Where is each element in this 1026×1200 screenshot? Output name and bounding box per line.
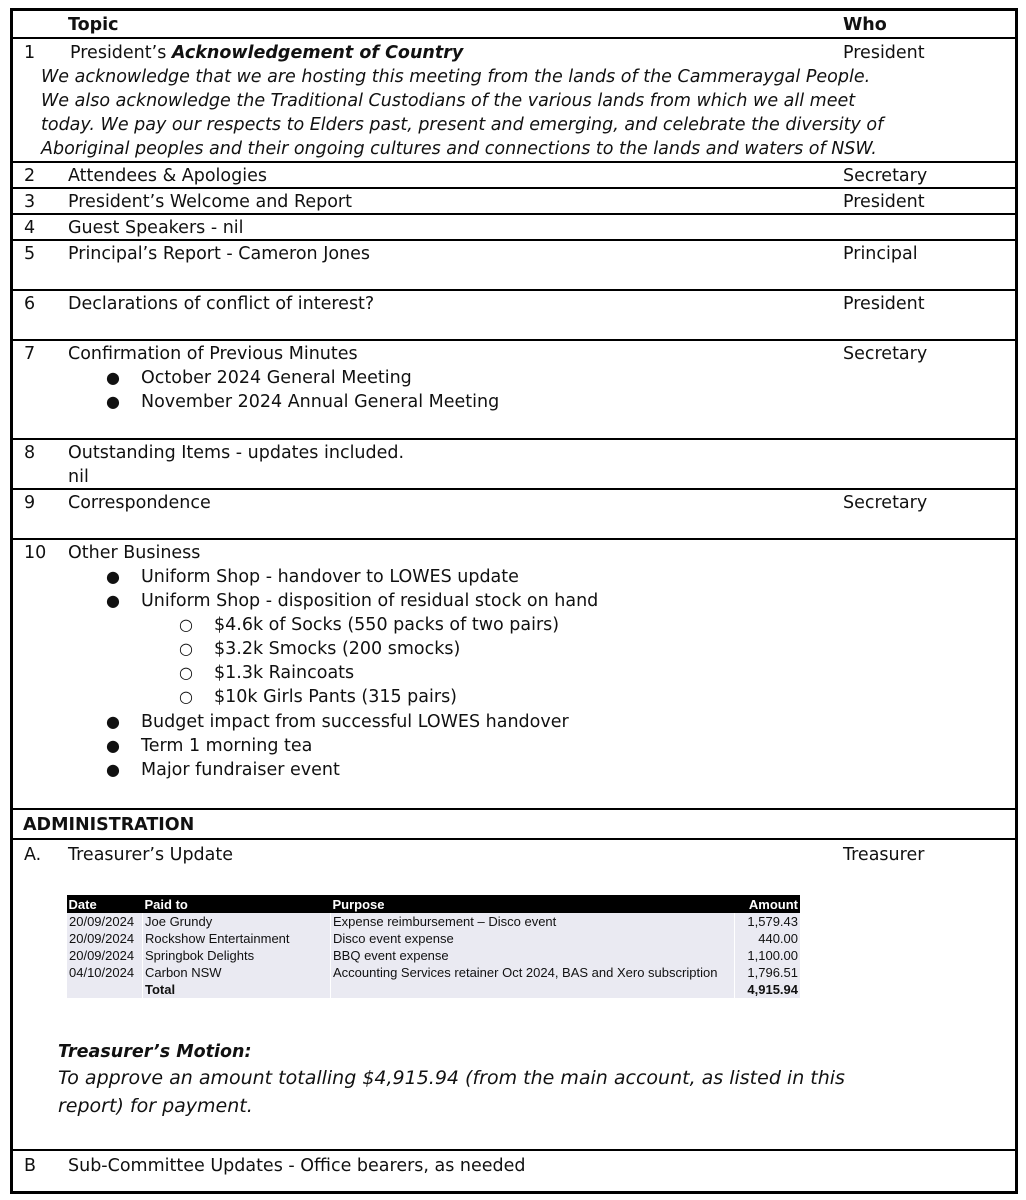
item-topic: Principal’s Report - Cameron Jones <box>68 244 371 264</box>
administration-row <box>13 808 1015 838</box>
item-number: 5 <box>24 244 36 264</box>
cell-purpose: Expense reimbursement – Disco event <box>331 913 735 930</box>
title-emphasis: Acknowledgement of Country <box>171 43 464 63</box>
cell-date: 20/09/2024 <box>67 913 143 930</box>
agenda-table <box>10 8 1018 1194</box>
item-who: President <box>843 192 925 212</box>
item-topic: Correspondence <box>68 493 211 513</box>
item-number: 2 <box>24 166 36 186</box>
cell-amount: 1,100.00 <box>735 947 801 964</box>
cell-amount: 1,796.51 <box>735 964 801 981</box>
item-number: B <box>24 1156 37 1176</box>
cell-paid-to: Joe Grundy <box>143 913 331 930</box>
column-header: Amount <box>735 895 801 913</box>
circle-bullet-icon: ○ <box>179 639 193 658</box>
item-topic: Confirmation of Previous Minutes <box>68 344 358 364</box>
sub-bullet-item: $1.3k Raincoats <box>214 663 355 683</box>
cell-date: 20/09/2024 <box>67 947 143 964</box>
bullet-icon: ● <box>106 392 120 411</box>
cell-purpose: Disco event expense <box>331 930 735 947</box>
cell-paid-to: Springbok Delights <box>143 947 331 964</box>
payments-table-wrapper <box>66 895 800 995</box>
circle-bullet-icon: ○ <box>179 687 193 706</box>
table-row <box>67 930 801 947</box>
agenda-item-8 <box>13 438 1015 488</box>
topic-header: Topic <box>68 15 119 35</box>
agenda-item-7 <box>13 339 1015 438</box>
cell-date: 04/10/2024 <box>67 964 143 981</box>
item-who: Secretary <box>843 344 928 364</box>
item-topic: Attendees & Apologies <box>68 166 267 186</box>
item-who: Secretary <box>843 493 928 513</box>
item-topic: Treasurer’s Update <box>68 845 234 865</box>
motion-text-line: report) for payment. <box>58 1095 253 1117</box>
total-value: 4,915.94 <box>735 981 801 998</box>
who-header: Who <box>843 15 887 35</box>
item-who: Secretary <box>843 166 928 186</box>
acknowledgement-line: We also acknowledge the Traditional Custodians of the various lands from which we all meet <box>41 91 856 111</box>
agenda-item-2 <box>13 161 1015 187</box>
sub-bullet-item: $3.2k Smocks (200 smocks) <box>214 639 461 659</box>
cell-date: 20/09/2024 <box>67 930 143 947</box>
column-header: Paid to <box>143 895 331 913</box>
administration-heading: ADMINISTRATION <box>23 815 195 835</box>
item-who: Principal <box>843 244 918 264</box>
item-number: 7 <box>24 344 36 364</box>
item-subtext: nil <box>68 467 89 487</box>
bullet-item: October 2024 General Meeting <box>141 368 412 388</box>
cell-purpose: Accounting Services retainer Oct 2024, BAS and Xero subscription <box>331 964 735 981</box>
payments-table <box>66 895 800 998</box>
item-topic: Sub-Committee Updates - Office bearers, as needed <box>68 1156 526 1176</box>
item-who: Treasurer <box>843 845 925 865</box>
agenda-item-9 <box>13 488 1015 538</box>
header-row <box>13 11 1015 37</box>
acknowledgement-line: Aboriginal peoples and their ongoing cultures and connections to the lands and waters of NSW. <box>41 139 877 159</box>
bullet-item: Uniform Shop - handover to LOWES update <box>141 567 519 587</box>
title-prefix: President’s <box>70 43 172 63</box>
cell-purpose: BBQ event expense <box>331 947 735 964</box>
total-label: Total <box>143 981 331 998</box>
table-header-row <box>67 895 801 913</box>
bullet-icon: ● <box>106 567 120 586</box>
item-number: 8 <box>24 443 36 463</box>
bullet-item: Term 1 morning tea <box>141 736 313 756</box>
cell-paid-to: Carbon NSW <box>143 964 331 981</box>
item-number: 6 <box>24 294 36 314</box>
item-number: 1 <box>24 43 36 63</box>
acknowledgement-line: today. We pay our respects to Elders past, present and emerging, and celebrate the diversity of <box>41 115 884 135</box>
cell-paid-to: Rockshow Entertainment <box>143 930 331 947</box>
table-row <box>67 947 801 964</box>
cell-empty <box>67 981 143 998</box>
motion-title: Treasurer’s Motion: <box>58 1042 252 1062</box>
sub-bullet-item: $10k Girls Pants (315 pairs) <box>214 687 458 707</box>
item-number: 4 <box>24 218 36 238</box>
bullet-icon: ● <box>106 736 120 755</box>
table-total-row <box>67 981 801 998</box>
item-title <box>70 41 463 65</box>
acknowledgement-line: We acknowledge that we are hosting this meeting from the lands of the Cammeraygal People. <box>41 67 871 87</box>
bullet-icon: ● <box>106 591 120 610</box>
agenda-item-4 <box>13 213 1015 239</box>
item-topic: Guest Speakers - nil <box>68 218 244 238</box>
item-number: 3 <box>24 192 36 212</box>
circle-bullet-icon: ○ <box>179 615 193 634</box>
item-number: 9 <box>24 493 36 513</box>
bullet-icon: ● <box>106 368 120 387</box>
bullet-item: Uniform Shop - disposition of residual stock on hand <box>141 591 599 611</box>
bullet-item: November 2024 Annual General Meeting <box>141 392 500 412</box>
bullet-item: Budget impact from successful LOWES handover <box>141 712 569 732</box>
column-header: Date <box>67 895 143 913</box>
item-topic: Outstanding Items - updates included. <box>68 443 405 463</box>
column-header: Purpose <box>331 895 735 913</box>
sub-bullet-item: $4.6k of Socks (550 packs of two pairs) <box>214 615 560 635</box>
cell-amount: 1,579.43 <box>735 913 801 930</box>
item-topic: Declarations of conflict of interest? <box>68 294 375 314</box>
agenda-item-6 <box>13 289 1015 339</box>
item-number: A. <box>24 845 42 865</box>
table-row <box>67 964 801 981</box>
bullet-item: Major fundraiser event <box>141 760 340 780</box>
agenda-item-b <box>13 1149 1015 1191</box>
circle-bullet-icon: ○ <box>179 663 193 682</box>
agenda-item-10 <box>13 538 1015 808</box>
agenda-item-3 <box>13 187 1015 213</box>
agenda-item-1 <box>13 37 1015 161</box>
cell-empty <box>331 981 735 998</box>
item-topic: Other Business <box>68 543 201 563</box>
motion-text-line: To approve an amount totalling $4,915.94 (from the main account, as listed in this <box>58 1067 845 1089</box>
bullet-icon: ● <box>106 712 120 731</box>
bullet-icon: ● <box>106 760 120 779</box>
agenda-item-5 <box>13 239 1015 289</box>
item-topic: President’s Welcome and Report <box>68 192 352 212</box>
table-row <box>67 913 801 930</box>
item-who: President <box>843 43 925 63</box>
cell-amount: 440.00 <box>735 930 801 947</box>
item-who: President <box>843 294 925 314</box>
item-number: 10 <box>24 543 47 563</box>
